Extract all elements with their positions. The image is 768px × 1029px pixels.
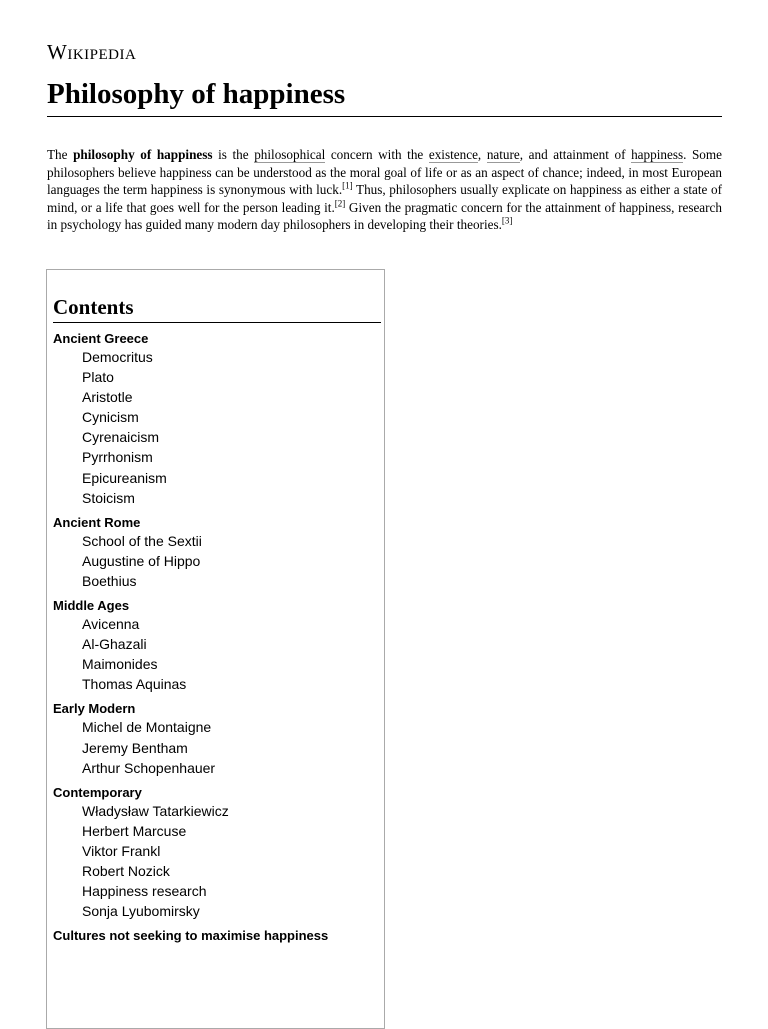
link-happiness[interactable]: happiness: [631, 147, 684, 162]
lead-text: is the: [212, 147, 255, 162]
link-existence[interactable]: existence: [428, 147, 478, 162]
toc-section: [53, 330, 385, 508]
lead-text: concern with the: [325, 147, 429, 162]
toc-item[interactable]: Cynicism: [82, 409, 139, 426]
reference-2[interactable]: [2]: [334, 198, 346, 209]
reference-3[interactable]: [3]: [501, 215, 513, 226]
lead-text: Thus, philosophers usually explicate on happiness as either a state of mind, or a life that goes well for the person leading it.: [47, 182, 722, 215]
toc-list: [53, 330, 385, 950]
toc-item[interactable]: Aristotle: [82, 389, 133, 406]
toc-item[interactable]: Michel de Montaigne: [82, 719, 212, 736]
toc-section-heading[interactable]: Early Modern: [53, 701, 136, 717]
toc-section-heading[interactable]: Ancient Rome: [53, 514, 141, 530]
toc-item[interactable]: Thomas Aquinas: [82, 676, 187, 693]
toc-item[interactable]: Sonja Lyubomirsky: [82, 903, 200, 920]
lead-text: The: [47, 147, 74, 162]
toc-item[interactable]: Cyrenaicism: [82, 429, 160, 446]
toc-section: [53, 927, 385, 944]
toc-item[interactable]: Maimonides: [82, 656, 158, 673]
toc-item[interactable]: Al-Ghazali: [82, 636, 147, 653]
toc-item[interactable]: Jeremy Bentham: [82, 739, 188, 756]
toc-item[interactable]: Władysław Tatarkiewicz: [82, 802, 229, 819]
toc-item[interactable]: Stoicism: [82, 489, 135, 506]
toc-section-heading[interactable]: Middle Ages: [53, 598, 130, 614]
toc-item[interactable]: Boethius: [82, 572, 137, 589]
lead-text: Given the pragmatic concern for the attainment of happiness, research in psychology has guided many modern day philosophers in developing their theories.: [47, 199, 722, 233]
reference-1[interactable]: [1]: [342, 180, 353, 191]
toc-item[interactable]: Pyrrhonism: [82, 449, 153, 466]
toc-section-heading[interactable]: Cultures not seeking to maximise happiness: [53, 928, 329, 944]
lead-paragraph: [47, 146, 722, 234]
toc-item[interactable]: Herbert Marcuse: [82, 822, 187, 839]
lead-bold-term: philosophy of happiness: [73, 147, 213, 162]
toc-section: [53, 700, 385, 777]
toc-item[interactable]: Plato: [82, 369, 114, 386]
toc-item[interactable]: Happiness research: [82, 883, 207, 900]
lead-text: ,: [477, 147, 487, 162]
toc-item[interactable]: Epicureanism: [82, 469, 167, 486]
toc-section: [53, 784, 385, 922]
toc-item[interactable]: Avicenna: [82, 616, 140, 633]
link-nature[interactable]: nature: [486, 147, 520, 162]
toc-item[interactable]: Robert Nozick: [82, 862, 170, 879]
toc-section: [53, 597, 385, 694]
lead-text: , and attainment of: [519, 147, 632, 162]
toc-item[interactable]: School of the Sextii: [82, 532, 202, 549]
table-of-contents: [46, 269, 385, 1029]
toc-section: [53, 514, 385, 591]
page-title: Philosophy of happiness: [47, 76, 722, 117]
wikipedia-wordmark: Wikipedia: [47, 40, 137, 64]
toc-section-heading[interactable]: Ancient Greece: [53, 331, 149, 346]
toc-title: Contents: [53, 294, 381, 323]
toc-item[interactable]: Arthur Schopenhauer: [82, 759, 216, 776]
link-philosophical[interactable]: philosophical: [254, 147, 326, 162]
toc-item[interactable]: Viktor Frankl: [82, 842, 161, 859]
toc-section-heading[interactable]: Contemporary: [53, 784, 142, 800]
toc-item[interactable]: Democritus: [82, 349, 153, 365]
lead-text: . Some philosophers believe happiness can be understood as the moral goal of life or as an aspect of chance; indeed, in most European languages the term happiness is synonymous with luck.: [47, 147, 723, 198]
toc-item[interactable]: Augustine of Hippo: [82, 552, 201, 569]
